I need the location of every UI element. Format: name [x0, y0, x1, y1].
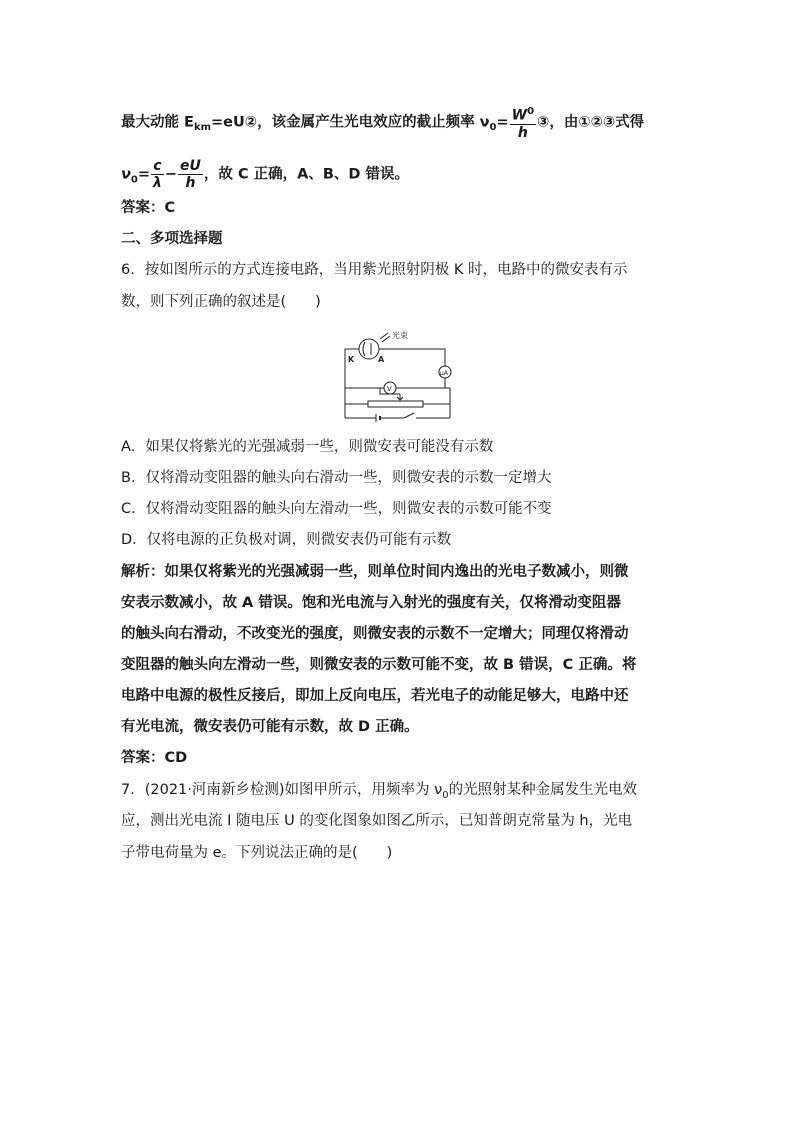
rheostat — [368, 401, 423, 407]
text-seg: ν — [121, 166, 131, 183]
q6-solution-line: 有光电流，微安表仍可能有示数，故 D 正确。 — [121, 719, 419, 735]
q6-solution-line: 电路中电源的极性反接后，即加上反向电压，若光电子的动能足够大，电路中还 — [121, 688, 629, 704]
subscript: 0 — [442, 789, 449, 801]
subscript: km — [193, 122, 212, 134]
frac-den: h — [517, 124, 528, 141]
frac-num: c — [151, 158, 164, 175]
q6-solution-line: 安表示数减小，故 A 错误。饱和光电流与入射光的强度有关，仅将滑动变阻器 — [121, 595, 621, 611]
photocell-tube — [359, 339, 379, 359]
label-beam: 光束 — [392, 331, 408, 340]
sol5-line1 — [121, 104, 644, 141]
q7-stem-line2: 应，测出光电流 I 随电压 U 的变化图象如图乙所示，已知普朗克常量为 h，光电 — [121, 813, 633, 829]
text-seg: ③，由①②③式得 — [537, 114, 645, 131]
wire — [379, 349, 445, 366]
text-seg: 7．(2021·河南新乡检测)如图甲所示，用频率为 ν — [121, 782, 443, 798]
q6-solution-line: 的触头向右滑动，不改变光的强度，则微安表的示数不一定增大；同理仅将滑动 — [121, 626, 629, 642]
subscript: 0 — [130, 174, 138, 186]
frac-den: h — [185, 175, 196, 191]
sol5-line2 — [121, 158, 409, 191]
circuit-diagram — [340, 330, 460, 425]
frac-den: λ — [153, 175, 162, 191]
label-k: K — [348, 355, 355, 364]
q6-solution-line: 变阻器的触头向左滑动一些，则微安表的示数可能不变，故 B 错误，C 正确。将 — [121, 657, 637, 673]
text-seg: =eU②，该金属产生光电效应的截止频率 ν — [211, 114, 490, 131]
switch — [404, 413, 414, 418]
frac-num: W — [511, 107, 528, 124]
q6-solution-line: 解析：如果仅将紫光的光强减弱一些，则单位时间内逸出的光电子数减小，则微 — [121, 564, 629, 580]
text-seg: − — [164, 166, 178, 183]
q6-stem-line1: 6．按如图所示的方式连接电路，当用紫光照射阴极 K 时，电路中的微安表有示 — [121, 262, 628, 278]
q6-option-a: A．如果仅将紫光的光强减弱一些，则微安表可能没有示数 — [121, 439, 494, 455]
q6-option-c: C．仅将滑动变阻器的触头向左滑动一些，则微安表的示数可能不变 — [121, 501, 552, 517]
section-heading: 二、多项选择题 — [121, 231, 223, 247]
label-a: A — [378, 355, 385, 364]
q7-stem-line1 — [121, 780, 637, 806]
frac-num: eU — [180, 158, 201, 174]
text-seg: ，故 C 正确，A、B、D 错误。 — [203, 166, 410, 183]
q7-stem-line3: 子带电荷量为 e。下列说法正确的是( ) — [121, 845, 393, 861]
answer-6: 答案：CD — [121, 750, 188, 766]
label-microammeter: μA — [440, 370, 448, 377]
subscript: 0 — [489, 122, 497, 134]
answer-5: 答案：C — [121, 200, 176, 216]
fraction-w0-h — [510, 104, 536, 141]
text-seg: 的光照射某种金属发生光电效 — [448, 782, 638, 798]
fraction-eu-h — [178, 158, 203, 191]
fraction-c-lambda — [151, 158, 164, 191]
q6-option-d: D．仅将电源的正负极对调，则微安表仍可能有示数 — [121, 532, 452, 548]
cathode-k — [363, 342, 365, 356]
text-seg: = — [496, 114, 509, 131]
q6-option-b: B．仅将滑动变阻器的触头向右滑动一些，则微安表的示数一定增大 — [121, 470, 552, 486]
text-seg: = — [137, 166, 151, 183]
q6-stem-line2: 数，则下列正确的叙述是( ) — [121, 294, 321, 310]
text-seg: 最大动能 E — [121, 114, 194, 131]
label-voltmeter: V — [387, 385, 392, 393]
superscript: 0 — [527, 106, 535, 117]
